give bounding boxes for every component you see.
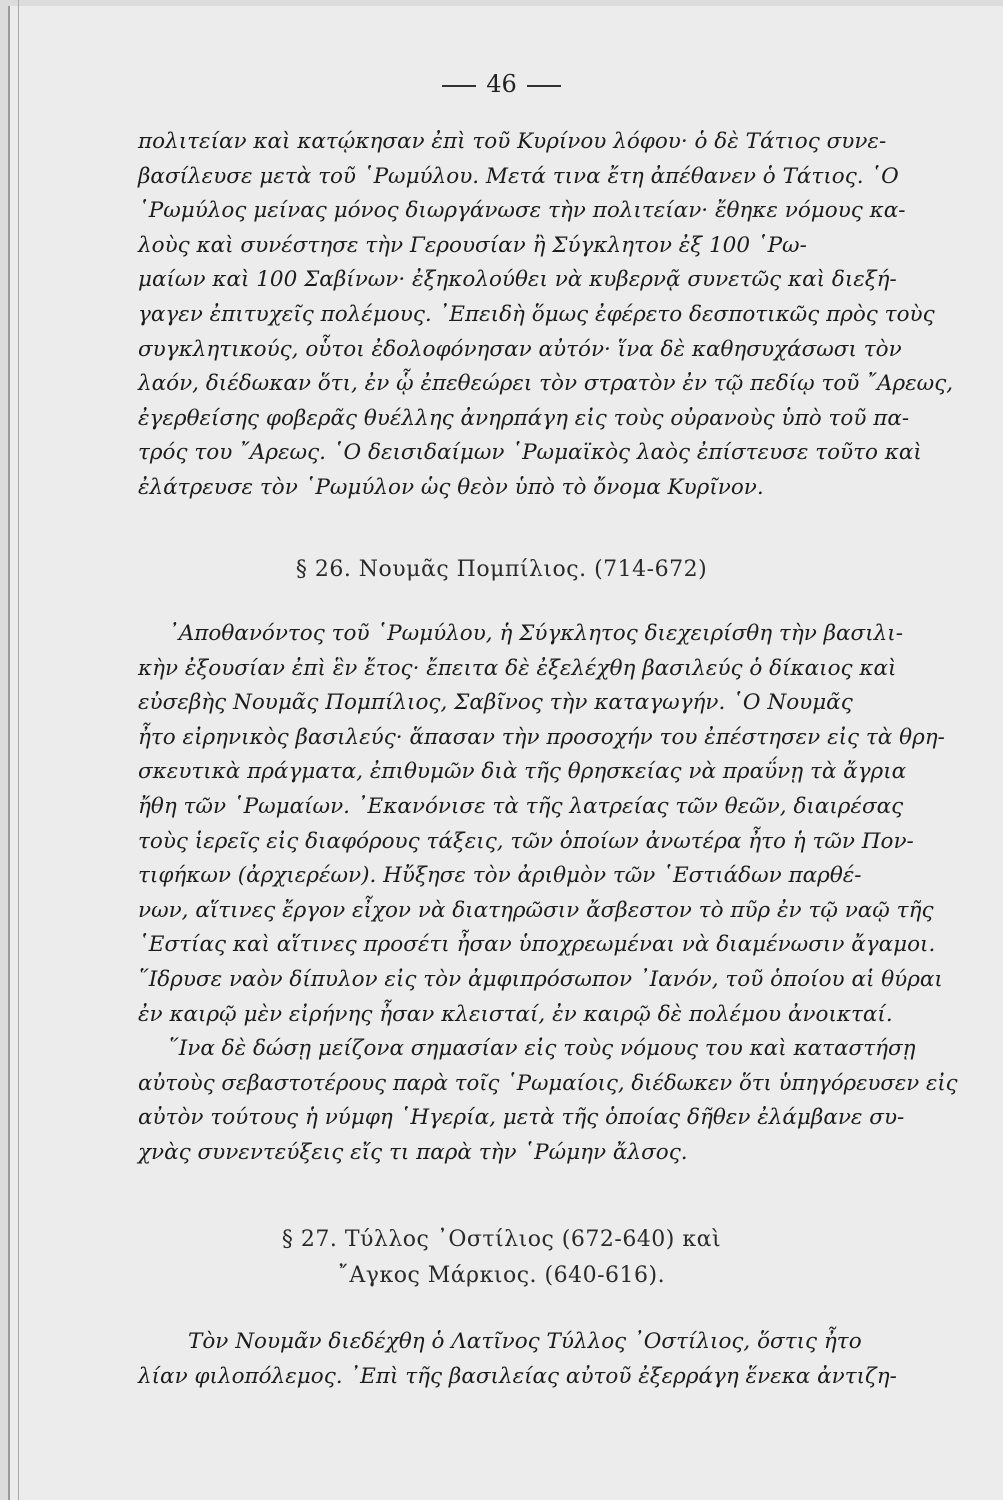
text-line: πολιτείαν καὶ κατῴκησαν ἐπὶ τοῦ Κυρίνου λόφου· ὁ δὲ Τάτιος συνε- — [138, 129, 887, 154]
text-line: αὐτὸν τούτους ἡ νύμφη ῾Ηγερία, μετὰ τῆς ὁποίας δῆθεν ἐλάμβανε συ- — [138, 1105, 905, 1131]
text-line: ἐλάτρευσε τὸν ῾Ρωμύλον ὡς θεὸν ὑπὸ τὸ ὄνομα Κυρῖνον. — [138, 474, 764, 500]
text-line: σκευτικὰ πράγματα, ἐπιθυμῶν διὰ τῆς θρησκείας νὰ πραΰνῃ τὰ ἄγρια — [138, 759, 907, 785]
text-line: κὴν ἐξουσίαν ἐπὶ ἓν ἔτος· ἔπειτα δὲ ἐξελέχθη βασιλεύς ὁ δίκαιος καὶ — [138, 655, 897, 681]
paragraph-romulus — [138, 125, 958, 506]
text-line: ἐν καιρῷ μὲν εἰρήνης ἦσαν κλεισταί, ἐν καιρῷ δὲ πολέμου ἀνοικταί. — [138, 1001, 893, 1027]
text-line: συγκλητικούς, οὗτοι ἐδολοφόνησαν αὐτόν· ἵνα δὲ καθησυχάσωσι τὸν — [138, 336, 902, 362]
text-line: μαίων καὶ 100 Σαβίνων· ἐξηκολούθει νὰ κυβερνᾷ συνετῶς καὶ διεξή- — [138, 267, 897, 293]
text-line: ἦτο εἰρηνικὸς βασιλεύς· ἅπασαν τὴν προσοχήν του ἐπέστησεν εἰς τὰ θρη- — [138, 724, 945, 750]
paragraph-numa — [138, 617, 958, 1171]
dash-right — [527, 85, 561, 87]
text-line: ἐγερθείσης φοβερᾶς θυέλλης ἀνηρπάγη εἰς τοὺς οὐρανοὺς ὑπὸ τοῦ πα- — [138, 405, 910, 431]
text-line: λαόν, διέδωκαν ὅτι, ἐν ᾧ ἐπεθεώρει τὸν στρατὸν ἐν τῷ πεδίῳ τοῦ ῎Αρεως, — [138, 371, 954, 397]
text-line: ἤθη τῶν ῾Ρωμαίων. ᾿Εκανόνισε τὰ τῆς λατρείας τῶν θεῶν, διαιρέσας — [138, 793, 904, 819]
section-heading-27-line1: § 27. Τύλλος ᾿Οστίλιος (672-640) καὶ — [281, 1227, 722, 1252]
text-line: ᾿Αποθανόντος τοῦ ῾Ρωμύλου, ἡ Σύγκλητος διεχειρίσθη τὴν βασιλι- — [168, 621, 903, 646]
text-line: εὐσεβὴς Νουμᾶς Πομπίλιος, Σαβῖνος τὴν καταγωγήν. ῾Ο Νουμᾶς — [138, 690, 853, 716]
text-line: ῞Ιδρυσε ναὸν δίπυλον εἰς τὸν ἀμφιπρόσωπον ᾿Ιανόν, τοῦ ὁποίου αἱ θύραι — [138, 966, 943, 992]
text-line: αὐτοὺς σεβαστοτέρους παρὰ τοῖς ῾Ρωμαίοις, διέδωκεν ὅτι ὑπηγόρευσεν εἰς — [138, 1070, 958, 1096]
page-number — [0, 70, 1003, 98]
text-line: λίαν φιλοπόλεμος. ᾿Επὶ τῆς βασιλείας αὐτοῦ ἐξερράγη ἕνεκα ἀντιζη- — [138, 1363, 897, 1389]
text-line: ῞Ινα δὲ δώσῃ μείζονα σημασίαν εἰς τοὺς νόμους του καὶ καταστήσῃ — [168, 1036, 916, 1062]
text-line: λοὺς καὶ συνέστησε τὴν Γερουσίαν ἢ Σύγκλητον ἐξ 100 ῾Ρω- — [138, 232, 807, 258]
section-heading-27-line2: ῎Αγκος Μάρκιος. (640-616). — [337, 1263, 666, 1288]
text-line: Τὸν Νουμᾶν διεδέχθη ὁ Λατῖνος Τύλλος ᾿Οστίλιος, ὅστις ἦτο — [188, 1329, 862, 1354]
text-line: βασίλευσε μετὰ τοῦ ῾Ρωμύλου. Μετά τινα ἔτη ἀπέθανεν ὁ Τάτιος. ῾Ο — [138, 163, 899, 189]
text-line: χνὰς συνεντεύξεις εἴς τι παρὰ τὴν ῾Ρώμην ἄλσος. — [138, 1139, 688, 1165]
section-heading-26: § 26. Νουμᾶς Πομπίλιος. (714-672) — [295, 557, 708, 582]
text-line: τιφήκων (ἀρχιερέων). Ηὔξησε τὸν ἀριθμὸν τῶν ῾Εστιάδων παρθέ- — [138, 863, 862, 889]
text-line: τρός του ῎Αρεως. ῾Ο δεισιδαίμων ῾Ρωμαϊκὸς λαὸς ἐπίστευσε τοῦτο καὶ — [138, 440, 922, 466]
text-line: τοὺς ἱερεῖς εἰς διαφόρους τάξεις, τῶν ὁποίων ἀνωτέρα ἦτο ἡ τῶν Πον- — [138, 828, 914, 854]
text-line: ῾Ρωμύλος μείνας μόνος διωργάνωσε τὴν πολιτείαν· ἔθηκε νόμους κα- — [138, 198, 906, 224]
dash-left — [442, 85, 476, 87]
paragraph-tullus — [138, 1325, 958, 1394]
text-line: ῾Εστίας καὶ αἵτινες προσέτι ἦσαν ὑποχρεωμέναι νὰ διαμένωσιν ἄγαμοι. — [138, 932, 936, 958]
page-number-value: 46 — [486, 70, 517, 98]
text-line: νων, αἵτινες ἔργον εἶχον νὰ διατηρῶσιν ἄσβεστον τὸ πῦρ ἐν τῷ ναῷ τῆς — [138, 897, 934, 923]
text-line: γαγεν ἐπιτυχεῖς πολέμους. ᾿Επειδὴ ὅμως ἐφέρετο δεσποτικῶς πρὸς τοὺς — [138, 301, 935, 327]
